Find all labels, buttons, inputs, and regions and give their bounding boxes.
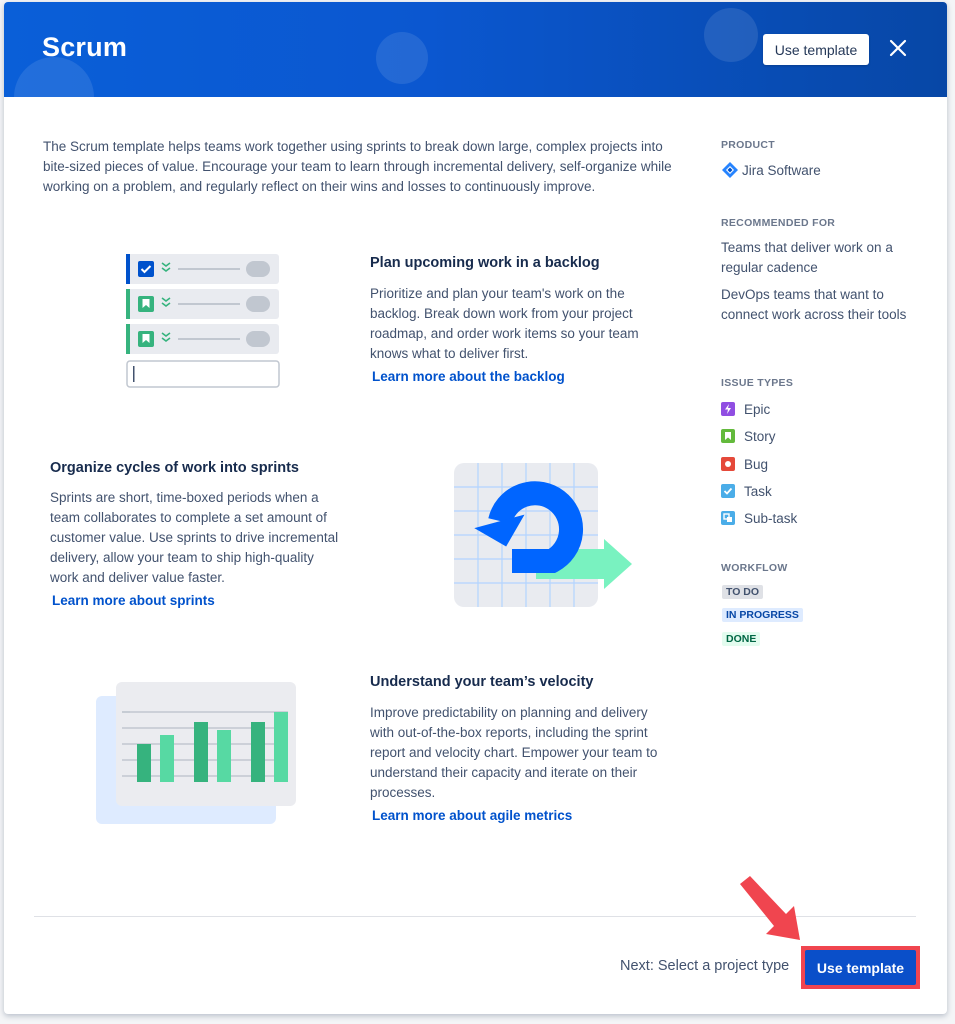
issue-type-epic [721, 400, 770, 418]
feature-text-backlog: Prioritize and plan your team's work on the backlog. Break down work from your project roadmap, and order work items so your team knows what to deliver first. [370, 286, 639, 361]
issue-type-label: Bug [744, 456, 769, 472]
product-heading: PRODUCT [721, 139, 776, 151]
recommended-item: Teams that deliver work on a regular cadence [721, 240, 893, 275]
header-decoration [376, 32, 428, 84]
recommended-heading: RECOMMENDED FOR [721, 217, 836, 229]
bug-icon [721, 457, 735, 471]
modal-header [4, 2, 947, 97]
feature-text-velocity: Improve predictability on planning and delivery with out-of-the-box reports, including the sprint report and velocity chart. Empower your team to understand their capacity and iterate on their processes. [370, 705, 658, 800]
use-template-button-highlight [801, 946, 920, 989]
template-modal [4, 2, 947, 1014]
sprint-cycle-illustration [452, 461, 634, 609]
backlog-illustration [122, 250, 284, 390]
issue-type-label: Sub-task [744, 510, 798, 526]
learn-more-backlog-link[interactable]: Learn more about the backlog [372, 369, 565, 384]
workflow-status-in-progress: IN PROGRESS [722, 608, 803, 622]
feature-title-backlog: Plan upcoming work in a backlog [370, 255, 600, 271]
feature-title-sprints: Organize cycles of work into sprints [50, 460, 299, 476]
feature-text-sprints: Sprints are short, time-boxed periods when a team collaborates to complete a set amount of customer value. Use sprints to drive incremental delivery, allow your team to ship high-quality work and deliver value faster. [50, 490, 339, 585]
story-icon [721, 429, 735, 443]
issue-type-label: Story [744, 428, 776, 444]
product-row [721, 161, 821, 179]
workflow-status-done: DONE [722, 632, 760, 646]
close-icon[interactable] [888, 38, 908, 58]
issue-type-subtask [721, 509, 797, 527]
issue-type-story [721, 427, 776, 445]
pointer-arrow-icon [736, 874, 804, 944]
task-icon [721, 484, 735, 498]
issue-type-label: Epic [744, 401, 771, 417]
learn-more-sprints-link[interactable]: Learn more about sprints [52, 593, 215, 608]
recommended-item: DevOps teams that want to connect work across their tools [721, 287, 907, 322]
next-step-text: Next: Select a project type [620, 958, 790, 974]
workflow-heading: WORKFLOW [721, 562, 788, 574]
velocity-chart-illustration [94, 680, 304, 828]
jira-software-icon [721, 161, 739, 179]
issue-types-heading: ISSUE TYPES [721, 377, 794, 389]
issue-type-label: Task [744, 483, 772, 499]
epic-icon [721, 402, 735, 416]
issue-type-task [721, 482, 772, 500]
product-name: Jira Software [742, 162, 821, 178]
subtask-icon [721, 511, 735, 525]
header-decoration [704, 8, 758, 62]
issue-type-bug [721, 455, 768, 473]
use-template-button-header[interactable]: Use template [763, 34, 869, 65]
feature-title-velocity: Understand your team’s velocity [370, 674, 594, 690]
header-decoration [14, 57, 94, 97]
learn-more-agile-metrics-link[interactable]: Learn more about agile metrics [372, 808, 573, 823]
modal-title: Scrum [42, 32, 128, 62]
use-template-button[interactable]: Use template [805, 950, 916, 985]
template-description: The Scrum template helps teams work together using sprints to break down large, complex projects into bite-sized pieces of value. Encourage your team to learn through incremental delivery, self-organize while working on a problem, and regularly reflect on their wins and losses to continuously improve. [43, 139, 672, 194]
workflow-status-todo: TO DO [722, 585, 763, 599]
